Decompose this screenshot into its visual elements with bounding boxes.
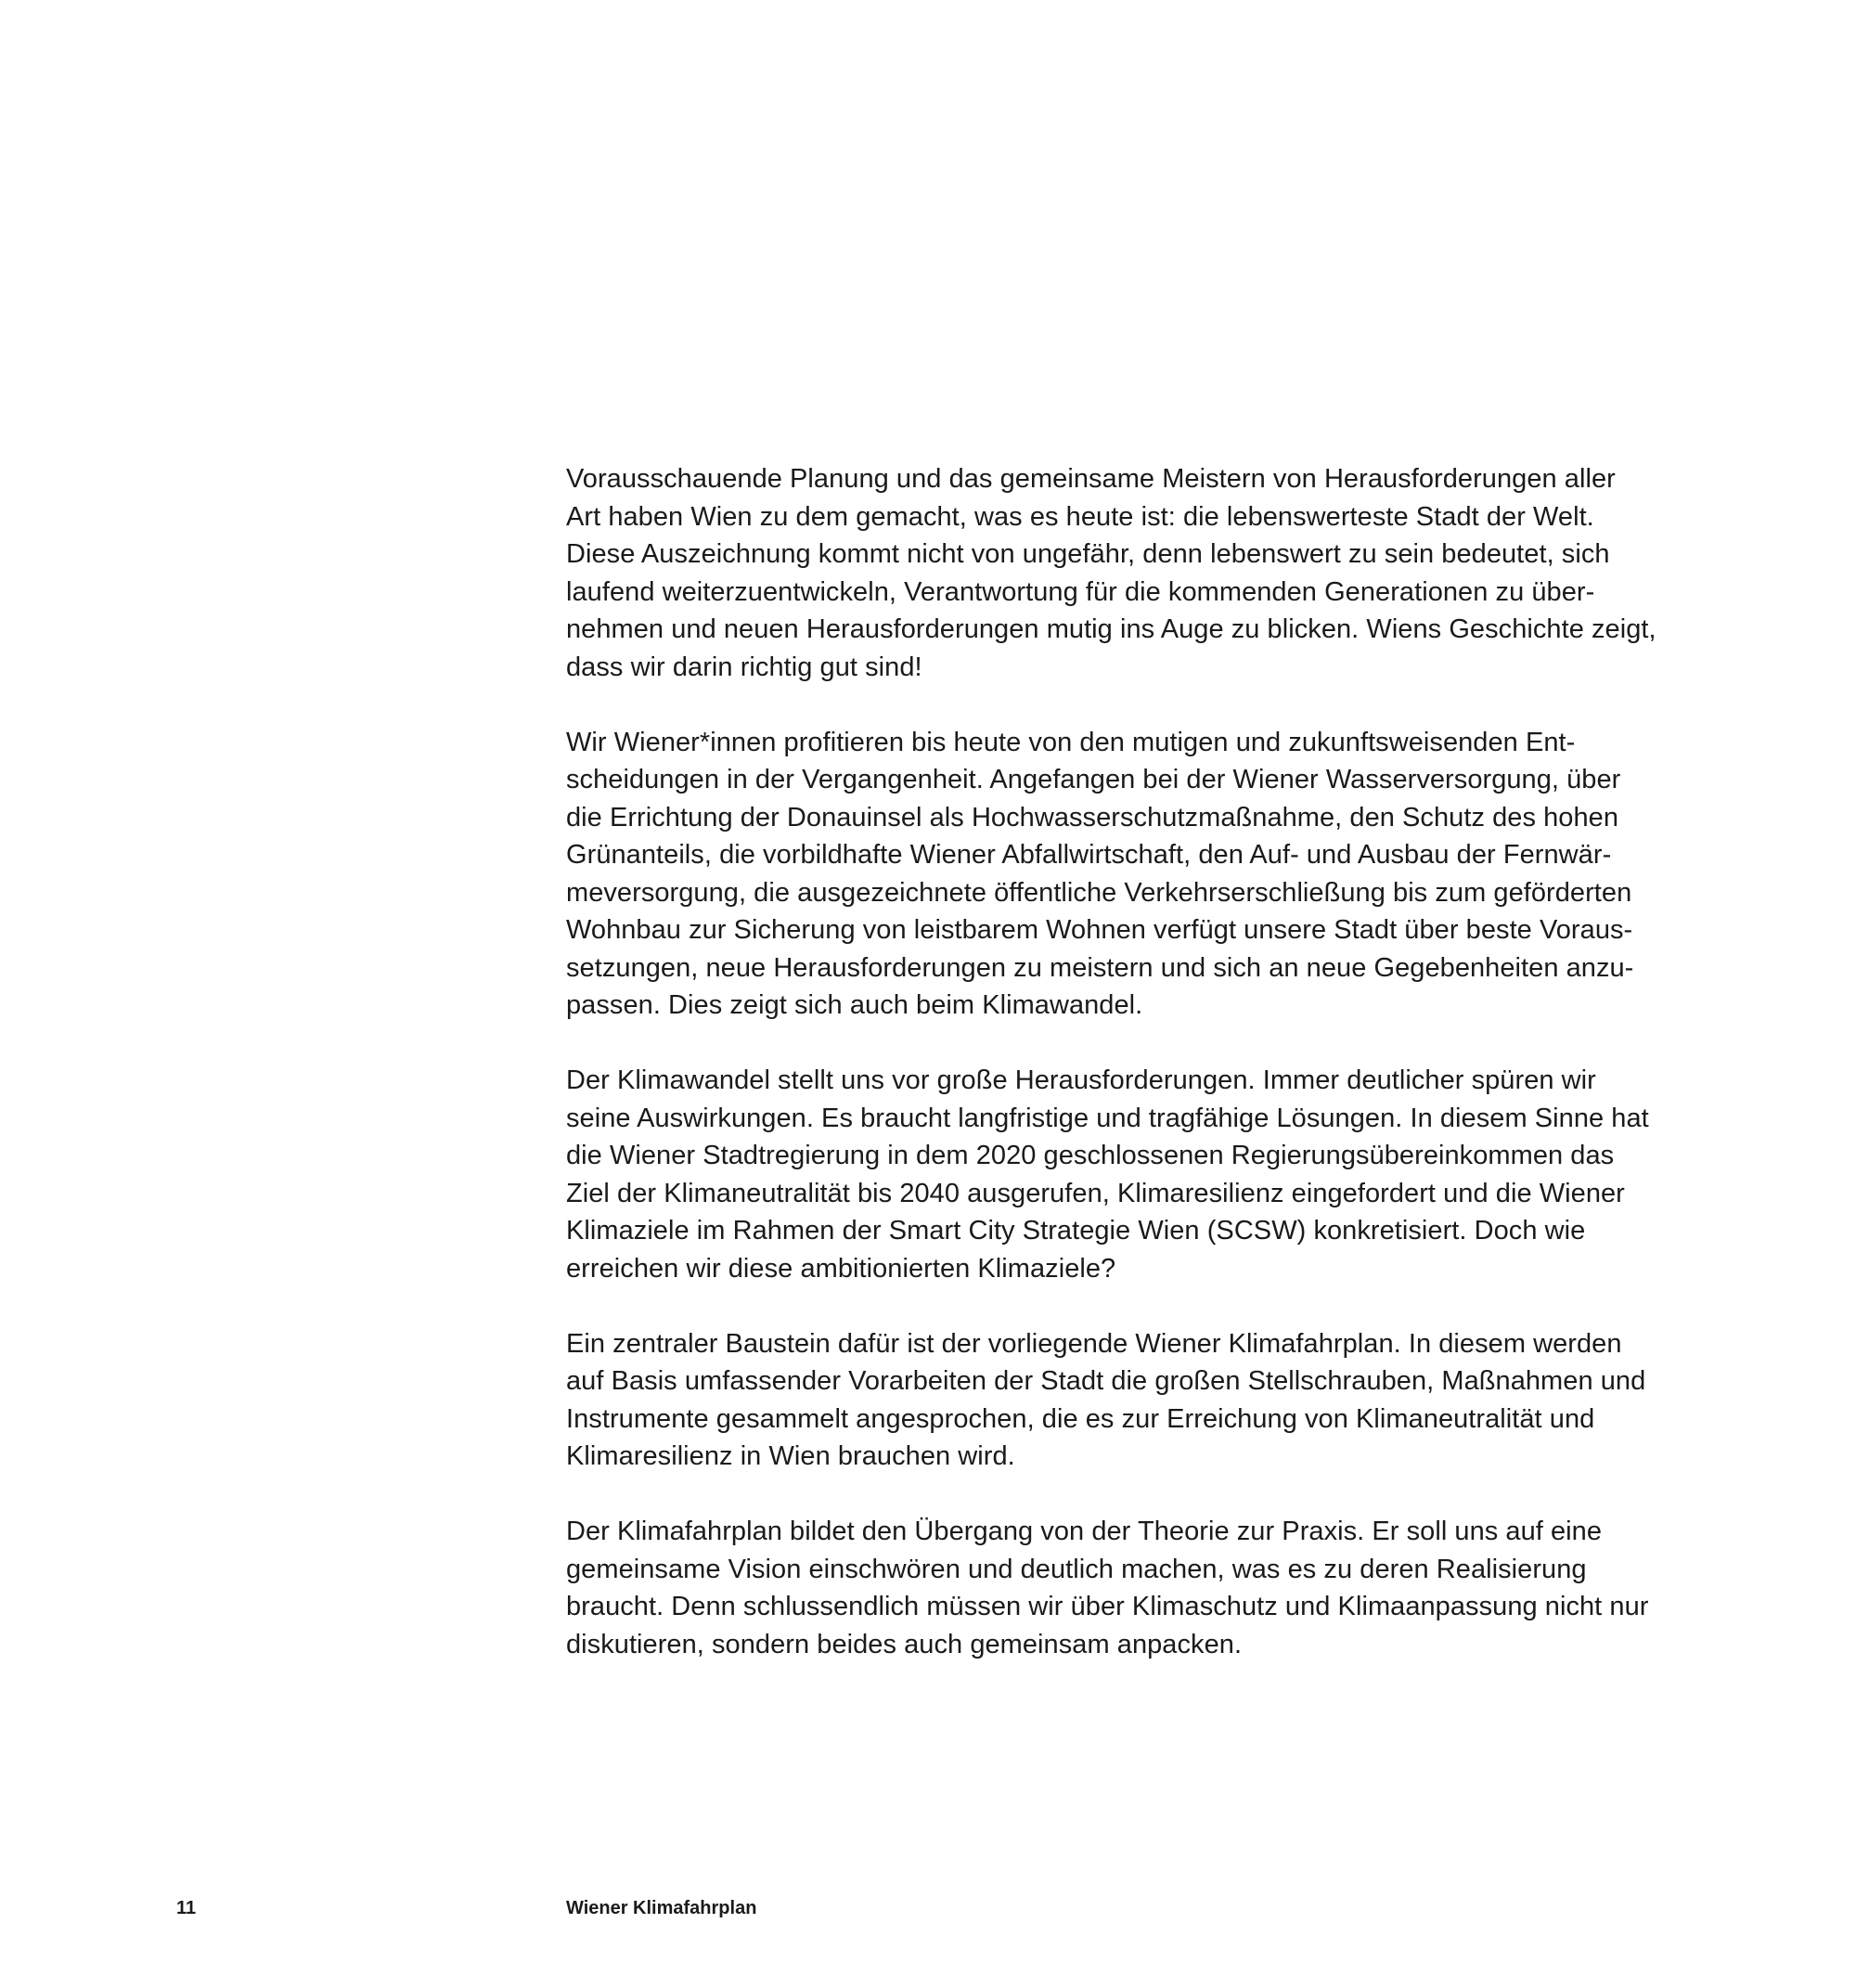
text-line: nehmen und neuen Herausforderungen mutig ins Auge zu blicken. Wiens Geschichte zeigt, bbox=[566, 614, 1656, 644]
text-line: auf Basis umfassender Vorarbeiten der Stadt die großen Stellschrauben, Maßnahmen und bbox=[566, 1366, 1646, 1396]
text-line: dass wir darin richtig gut sind! bbox=[566, 652, 922, 682]
text-line: Ein zentraler Baustein dafür ist der vorliegende Wiener Klimafahrplan. In diesem werden bbox=[566, 1328, 1622, 1359]
paragraph-2 bbox=[566, 724, 1708, 1025]
page-number: 11 bbox=[176, 1898, 197, 1918]
text-line: Klimaziele im Rahmen der Smart City Strategie Wien (SCSW) konkretisiert. Doch wie bbox=[566, 1216, 1586, 1246]
text-line: Wir Wiener*innen profitieren bis heute von den mutigen und zukunftsweisenden Ent- bbox=[566, 727, 1576, 757]
text-line: Grünanteils, die vorbildhafte Wiener Abfallwirtschaft, den Auf- und Ausbau der Fernwär- bbox=[566, 840, 1612, 870]
text-line: erreichen wir diese ambitionierten Klimaziele? bbox=[566, 1253, 1116, 1284]
text-line: gemeinsame Vision einschwören und deutlich machen, was es zu deren Realisierung bbox=[566, 1554, 1587, 1584]
text-line: passen. Dies zeigt sich auch beim Klimawandel. bbox=[566, 990, 1143, 1020]
text-line: die Errichtung der Donauinsel als Hochwasserschutzmaßnahme, den Schutz des hohen bbox=[566, 802, 1619, 833]
text-line: diskutieren, sondern beides auch gemeinsam anpacken. bbox=[566, 1629, 1243, 1659]
text-line: Ziel der Klimaneutralität bis 2040 ausgerufen, Klimaresilienz eingefordert und die Wiener bbox=[566, 1178, 1625, 1208]
text-line: Wohnbau zur Sicherung von leistbarem Wohnen verfügt unsere Stadt über beste Voraus- bbox=[566, 915, 1633, 945]
paragraph-3 bbox=[566, 1062, 1708, 1287]
text-line: Vorausschauende Planung und das gemeinsame Meistern von Herausforderungen aller bbox=[566, 464, 1616, 494]
text-line: setzungen, neue Herausforderungen zu meistern und sich an neue Gegebenheiten anzu- bbox=[566, 952, 1634, 983]
text-line: Diese Auszeichnung kommt nicht von ungefähr, denn lebenswert zu sein bedeutet, sich bbox=[566, 539, 1610, 569]
text-line: meversorgung, die ausgezeichnete öffentliche Verkehrserschließung bis zum geförderten bbox=[566, 877, 1632, 908]
text-line: Klimaresilienz in Wien brauchen wird. bbox=[566, 1441, 1015, 1471]
text-line: Instrumente gesammelt angesprochen, die es zur Erreichung von Klimaneutralität und bbox=[566, 1403, 1595, 1434]
footer-document-title: Wiener Klimafahrplan bbox=[566, 1898, 757, 1918]
text-line: die Wiener Stadtregierung in dem 2020 geschlossenen Regierungsübereinkommen das bbox=[566, 1141, 1615, 1170]
text-line: Der Klimafahrplan bildet den Übergang von der Theorie zur Praxis. Er soll uns auf eine bbox=[566, 1517, 1603, 1546]
paragraph-4 bbox=[566, 1325, 1708, 1476]
body-text bbox=[566, 460, 1708, 1701]
paragraph-5 bbox=[566, 1513, 1708, 1663]
paragraph-1 bbox=[566, 460, 1708, 686]
text-line: Der Klimawandel stellt uns vor große Herausforderungen. Immer deutlicher spüren wir bbox=[566, 1065, 1596, 1095]
text-line: seine Auswirkungen. Es braucht langfristige und tragfähige Lösungen. In diesem Sinne hat bbox=[566, 1103, 1649, 1133]
text-line: scheidungen in der Vergangenheit. Angefangen bei der Wiener Wasserversorgung, über bbox=[566, 765, 1621, 794]
text-line: laufend weiterzuentwickeln, Verantwortung für die kommenden Generationen zu über- bbox=[566, 576, 1595, 607]
text-line: braucht. Denn schlussendlich müssen wir über Klimaschutz und Klimaanpassung nicht nur bbox=[566, 1592, 1649, 1621]
text-line: Art haben Wien zu dem gemacht, was es heute ist: die lebenswerteste Stadt der Welt. bbox=[566, 501, 1594, 532]
